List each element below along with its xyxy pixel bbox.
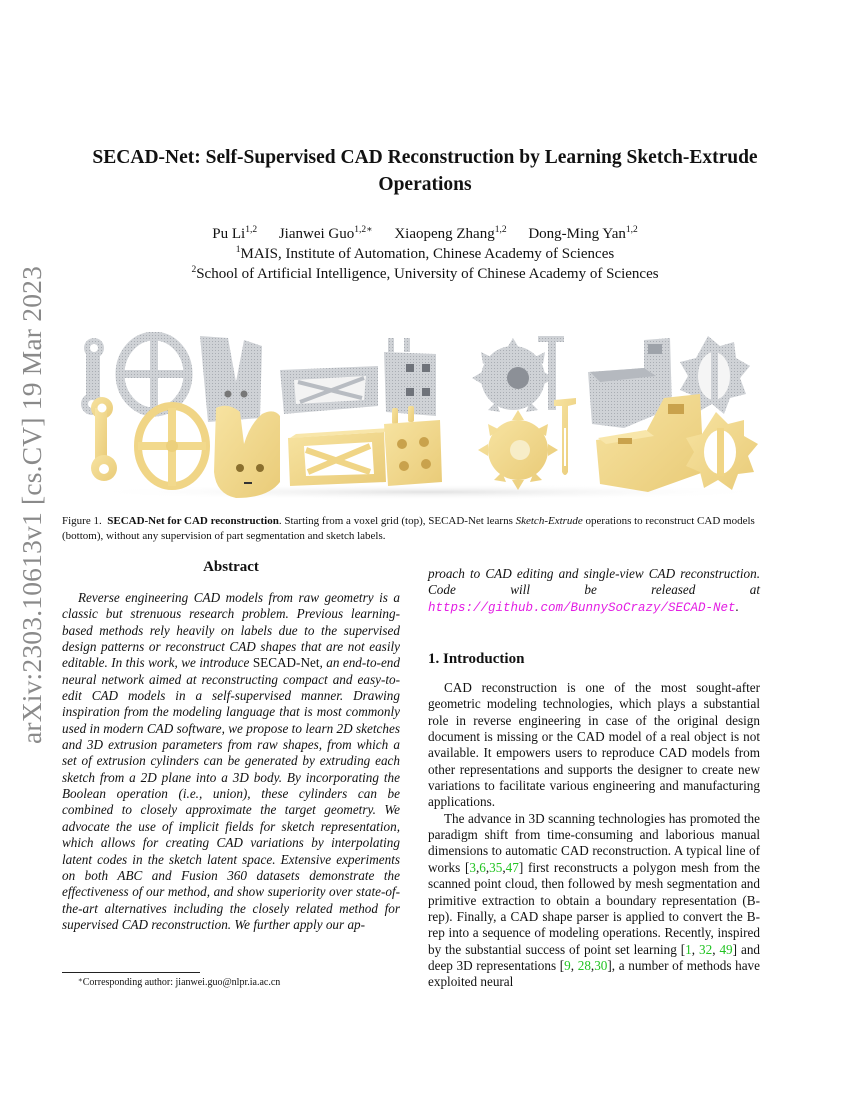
author-block	[60, 224, 790, 284]
cad-bunny-clip	[214, 406, 280, 498]
author: Dong-Ming Yan$^{1,2}$	[528, 225, 638, 242]
citation-link[interactable]: 49	[719, 941, 733, 957]
arxiv-identifier-stamp	[14, 265, 50, 745]
intro-paragraph-1: CAD reconstruction is one of the most sought-after geometric modeling technologies, which plays a substantial role in reverse engineering in case of the original design document is missing or the CAD model of a real object is not available. It empowers users to reproduce CAD models from other representations and supports the designer to create new variations to facilitate various engineering and manufacturing applications.	[428, 680, 760, 810]
cad-four-hole-block	[384, 406, 442, 486]
introduction-heading: 1. Introduction	[428, 651, 525, 668]
cad-wrench-link	[91, 397, 117, 481]
voxel-gear	[472, 338, 554, 412]
voxel-truss-block	[280, 366, 378, 414]
caption-bold: SECAD-Net for CAD reconstruction	[107, 515, 279, 527]
author: Pu Li$^{1,2}$	[212, 225, 258, 242]
cad-truss-block	[288, 428, 390, 486]
citation-link[interactable]: 1	[685, 941, 692, 957]
figure-label: Figure 1.	[62, 515, 102, 527]
citation-link[interactable]: 9	[564, 957, 571, 973]
footnote: ∗Corresponding author: jianwei.guo@nlpr.ia.ac.cn	[78, 976, 281, 988]
affiliation: $^1$MAIS, Institute of Automation, Chinese Academy of Sciences	[235, 245, 615, 262]
right-column	[428, 566, 760, 991]
cad-wheel	[138, 406, 206, 486]
cad-pin	[554, 398, 576, 475]
title-line-1: SECAD-Net: Self-Supervised CAD Reconstruction by Learning Sketch-Extrude	[92, 147, 758, 168]
footnote-divider	[62, 972, 200, 973]
cad-gear	[478, 410, 558, 490]
citation-link[interactable]: 3	[469, 859, 476, 875]
teaser-figure	[68, 332, 788, 500]
caption-italic: Sketch-Extrude	[515, 515, 583, 527]
citation-link[interactable]: 28	[577, 957, 591, 973]
arxiv-stamp-text: arXiv:2303.10613v1 [cs.CV] 19 Mar 2023	[16, 265, 48, 745]
affiliation: $^2$School of Artificial Intelligence, University of Chinese Academy of Sciences	[191, 265, 659, 282]
citation-link[interactable]: 32	[699, 941, 713, 957]
figure-caption: Figure 1. SECAD-Net for CAD reconstruction. Starting from a voxel grid (top), SECAD-Net learns Sketch-Extrude operations to reconstruct CAD models (bottom), without any supervision of part segmentation and sketch labels.	[62, 515, 755, 542]
citation-link[interactable]: 47	[505, 859, 519, 875]
intro-paragraph-2: The advance in 3D scanning technologies has promoted the paradigm shift from time-consuming and laborious manual dimensions to automatic CAD reconstruction. A typical line of works [3,6,35,47] first reconstructs a polygon mesh from the scanned point cloud, then followed by mesh segmentation and primitive extraction to obtain a boundary representation (B-rep). Finally, a CAD shape parser is applied to convert the B-rep into a sequence of modeling operations. Recently, inspired by the substantial success of point set learning [1, 32, 49] and deep 3D representations [9, 28,30], a number of methods have exploited neural	[428, 810, 761, 990]
citation-link[interactable]: 30	[594, 957, 608, 973]
paper-title	[60, 144, 790, 198]
code-repository-link[interactable]: https://github.com/BunnySoCrazy/SECAD-Net	[428, 600, 736, 615]
voxel-wheel	[120, 336, 188, 412]
author-list	[60, 224, 790, 244]
author: Xiaopeng Zhang$^{1,2}$	[394, 225, 507, 242]
title-line-2: Operations	[378, 174, 472, 195]
voxel-four-hole-block	[384, 338, 436, 416]
left-column	[62, 558, 400, 933]
author: Jianwei Guo$^{1,2∗}$	[278, 225, 373, 242]
abstract-body: Reverse engineering CAD models from raw geometry is a classic but strenuous research problem. Previous learning-based methods rely heavily on labels due to the supervised design patterns or reconstruct CAD shapes that are not easily editable. In this work, we introduce SECAD-Net, an end-to-end neural network aimed at reconstructing compact and easy-to-edit CAD models in a self-supervised manner. Drawing inspiration from the modeling language that is most commonly used in modern CAD software, we propose to learn 2D sketches and 3D extrusion parameters from raw shapes, from which a set of extrusion cylinders can be generated by extruding each sketch from a 2D plane into a 3D body. By incorporating the Boolean operation (i.e., union), these cylinders can be combined to closely approximate the target geometry. We advocate the use of implicit fields for sketch representation, which allows for creating CAD variations by interpolating latent codes in the sketch latent space. Extensive experiments on both ABC and Fusion 360 datasets demonstrate the effectiveness of our method, and show superiority over state-of-the-art alternatives including the closely related method for supervised CAD reconstruction. We further apply our ap-	[62, 590, 400, 932]
abstract-continuation: proach to CAD editing and single-view CAD reconstruction. Code will be released at https://github.com/BunnySoCrazy/SECAD-Net.	[428, 566, 760, 615]
figure-illustration	[68, 332, 788, 500]
abstract-heading: Abstract	[203, 559, 259, 575]
citation-link[interactable]: 35	[489, 859, 503, 875]
citation-link[interactable]: 6	[479, 859, 486, 875]
